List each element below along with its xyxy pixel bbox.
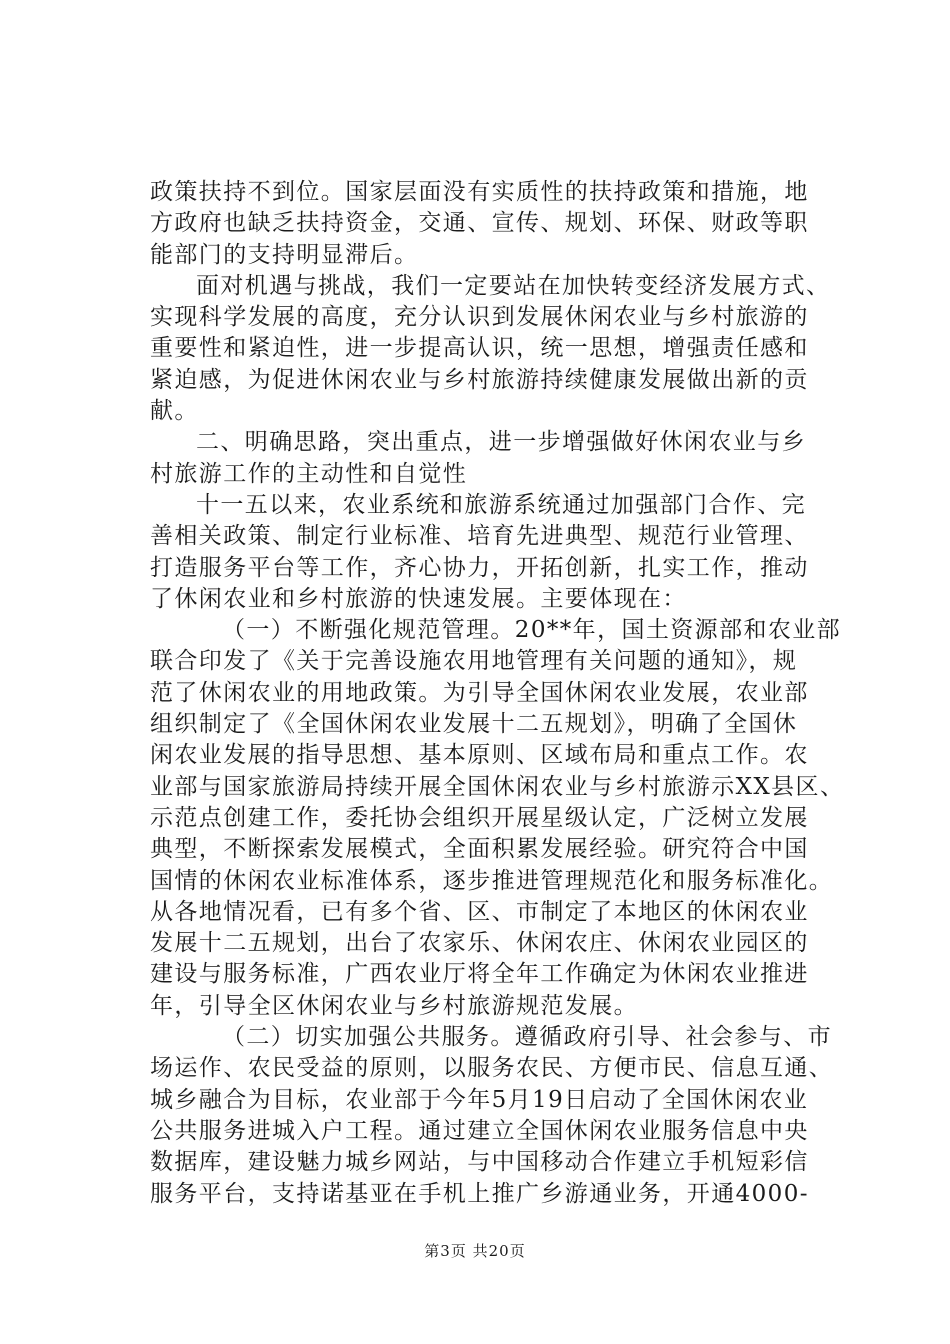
text-line: 场运作、农民受益的原则，以服务农民、方便市民、信息互通、 xyxy=(150,1055,834,1082)
text-line: 发展十二五规划，出台了农家乐、休闲农庄、休闲农业园区的 xyxy=(150,930,809,957)
text-line: 方政府也缺乏扶持资金，交通、宣传、规划、环保、财政等职 xyxy=(150,210,809,237)
text-line: 紧迫感，为促进休闲农业与乡村旅游持续健康发展做出新的贡 xyxy=(150,366,809,393)
paragraph-start-line: 十一五以来，农业系统和旅游系统通过加强部门合作、完 xyxy=(196,491,806,518)
text-line: 范了休闲农业的用地政策。为引导全国休闲农业发展，农业部 xyxy=(150,679,809,706)
text-line: 城乡融合为目标，农业部于今年5月19日启动了全国休闲农业 xyxy=(150,1086,809,1113)
text-line: 年，引导全区休闲农业与乡村旅游规范发展。 xyxy=(150,992,638,1019)
text-line: 数据库，建设魅力城乡网站，与中国移动合作建立手机短彩信 xyxy=(150,1149,809,1176)
section-heading-line: 村旅游工作的主动性和自觉性 xyxy=(150,460,468,487)
text-line: 打造服务平台等工作，齐心协力，开拓创新，扎实工作，推动 xyxy=(150,554,809,581)
text-line: 重要性和紧迫性，进一步提高认识，统一思想，增强责任感和 xyxy=(150,335,809,362)
text-line: 服务平台，支持诺基亚在手机上推广乡游通业务，开通4000- xyxy=(150,1180,809,1207)
text-line: 从各地情况看，已有多个省、区、市制定了本地区的休闲农业 xyxy=(150,898,809,925)
text-line: 善相关政策、制定行业标准、培育先进典型、规范行业管理、 xyxy=(150,523,809,550)
text-line: 联合印发了《关于完善设施农用地管理有关问题的通知》，规 xyxy=(150,648,798,675)
subsection-start-line: （一）不断强化规范管理。20**年，国土资源部和农业部 xyxy=(222,617,842,644)
document-body xyxy=(150,177,845,1210)
text-line: 公共服务进城入户工程。通过建立全国休闲农业服务信息中央 xyxy=(150,1117,809,1144)
text-line: 献。 xyxy=(150,398,199,425)
text-line: 建设与服务标准，广西农业厅将全年工作确定为休闲农业推进 xyxy=(150,961,809,988)
section-heading-line: 二、明确思路，突出重点，进一步增强做好休闲农业与乡 xyxy=(196,429,806,456)
subsection-start-line: （二）切实加强公共服务。遵循政府引导、社会参与、市 xyxy=(222,1024,832,1051)
text-line: 组织制定了《全国休闲农业发展十二五规划》，明确了全国休 xyxy=(150,711,798,738)
text-line: 示范点创建工作，委托协会组织开展星级认定，广泛树立发展 xyxy=(150,804,809,831)
text-line: 业部与国家旅游局持续开展全国休闲农业与乡村旅游示XX县区、 xyxy=(150,773,845,800)
page-number-footer: 第3页 共20页 xyxy=(424,1242,526,1260)
text-line: 能部门的支持明显滞后。 xyxy=(150,241,419,268)
text-line: 闲农业发展的指导思想、基本原则、区域布局和重点工作。农 xyxy=(150,742,809,769)
paragraph-start-line: 面对机遇与挑战，我们一定要站在加快转变经济发展方式、 xyxy=(196,272,831,299)
text-line: 了休闲农业和乡村旅游的快速发展。主要体现在： xyxy=(150,585,687,612)
text-line: 国情的休闲农业标准体系，逐步推进管理规范化和服务标准化。 xyxy=(150,867,834,894)
text-line: 实现科学发展的高度，充分认识到发展休闲农业与乡村旅游的 xyxy=(150,304,809,331)
text-line: 政策扶持不到位。国家层面没有实质性的扶持政策和措施，地 xyxy=(150,179,809,205)
text-line: 典型，不断探索发展模式，全面积累发展经验。研究符合中国 xyxy=(150,836,809,863)
